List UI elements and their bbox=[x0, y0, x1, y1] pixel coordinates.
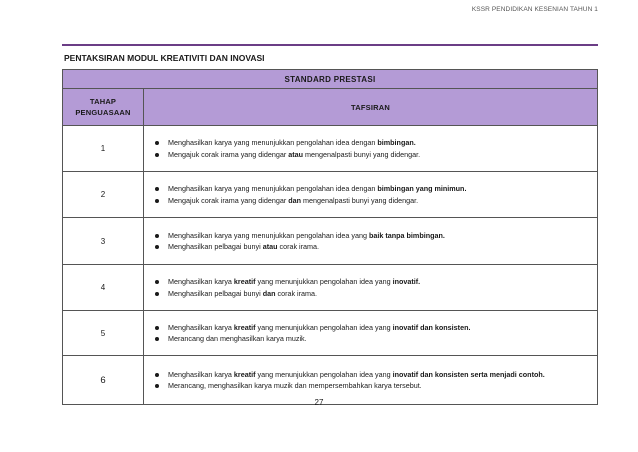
table-row bbox=[63, 265, 598, 311]
list-item: Menghasilkan pelbagai bunyi dan corak irama. bbox=[152, 288, 591, 300]
description-cell bbox=[144, 172, 598, 218]
bullet-icon bbox=[155, 153, 159, 157]
bullet-icon bbox=[155, 280, 159, 284]
level-column-header-line1: TAHAP bbox=[89, 97, 117, 106]
bullet-icon bbox=[155, 234, 159, 238]
list-item: Menghasilkan karya yang menunjukkan pengolahan idea dengan bimbingan. bbox=[152, 137, 591, 149]
level-cell: 6 bbox=[63, 356, 144, 405]
bullet-icon bbox=[155, 326, 159, 330]
standard-header-label: STANDARD PRESTASI bbox=[284, 74, 376, 84]
level-cell: 3 bbox=[63, 218, 144, 265]
page-number: 27 bbox=[314, 398, 324, 407]
level-column-header-line2: PENGUASAAN bbox=[75, 108, 131, 117]
table-row bbox=[63, 311, 598, 356]
list-item: Menghasilkan karya kreatif yang menunjukkan pengolahan idea yang inovatif dan konsisten. bbox=[152, 322, 591, 334]
table-row bbox=[63, 126, 598, 172]
bullet-icon bbox=[155, 245, 159, 249]
level-cell: 4 bbox=[63, 265, 144, 311]
list-item: Menghasilkan karya yang menunjukkan pengolahan idea yang baik tanpa bimbingan. bbox=[152, 230, 591, 242]
level-cell: 5 bbox=[63, 311, 144, 356]
list-item: Menghasilkan karya kreatif yang menunjukkan pengolahan idea yang inovatif. bbox=[152, 276, 591, 288]
list-item: Mengajuk corak irama yang didengar atau mengenalpasti bunyi yang didengar. bbox=[152, 149, 591, 161]
list-item: Menghasilkan pelbagai bunyi atau corak irama. bbox=[152, 241, 591, 253]
description-column-header-label: TAFSIRAN bbox=[351, 102, 390, 112]
list-item: Menghasilkan karya kreatif yang menunjukkan pengolahan idea yang inovatif dan konsisten serta menjadi contoh. bbox=[152, 369, 591, 381]
bullet-icon bbox=[155, 373, 159, 377]
list-item: Mengajuk corak irama yang didengar dan mengenalpasti bunyi yang didengar. bbox=[152, 195, 591, 207]
running-header: KSSR PENDIDIKAN KESENIAN TAHUN 1 bbox=[471, 6, 598, 13]
header-rule bbox=[62, 44, 598, 46]
list-item: Menghasilkan karya yang menunjukkan pengolahan idea dengan bimbingan yang minimun. bbox=[152, 183, 591, 195]
bullet-icon bbox=[155, 337, 159, 341]
description-cell bbox=[144, 265, 598, 311]
list-item: Merancang, menghasilkan karya muzik dan mempersembahkan karya tersebut. bbox=[152, 380, 591, 392]
table-row bbox=[63, 218, 598, 265]
level-cell: 1 bbox=[63, 126, 144, 172]
description-column-header bbox=[144, 89, 598, 126]
bullet-icon bbox=[155, 199, 159, 203]
level-column-header bbox=[63, 89, 144, 126]
standard-header bbox=[63, 70, 598, 89]
description-cell bbox=[144, 311, 598, 356]
level-cell: 2 bbox=[63, 172, 144, 218]
description-cell bbox=[144, 126, 598, 172]
bullet-icon bbox=[155, 384, 159, 388]
bullet-icon bbox=[155, 292, 159, 296]
bullet-icon bbox=[155, 187, 159, 191]
bullet-icon bbox=[155, 141, 159, 145]
table-row bbox=[63, 172, 598, 218]
description-cell bbox=[144, 218, 598, 265]
assessment-table bbox=[62, 69, 598, 405]
module-title: PENTAKSIRAN MODUL KREATIVITI DAN INOVASI bbox=[64, 53, 265, 63]
list-item: Merancang dan menghasilkan karya muzik. bbox=[152, 333, 591, 345]
